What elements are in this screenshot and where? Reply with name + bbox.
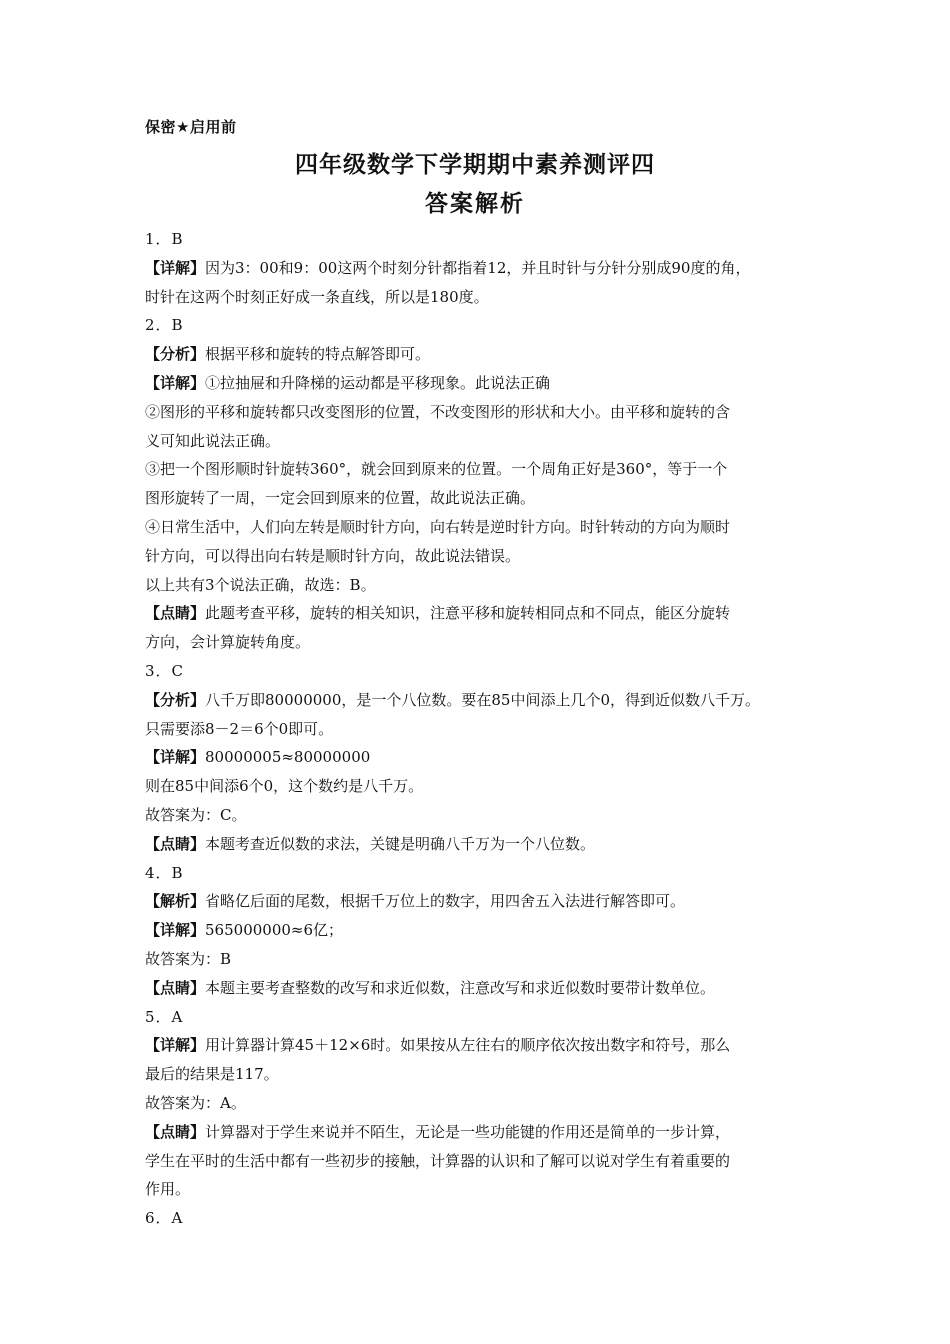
answer-line [145, 974, 825, 1003]
line-text: 故答案为：A。 [145, 1093, 246, 1112]
answer-line [145, 830, 825, 859]
answer-line [145, 1031, 825, 1060]
answer-line [145, 887, 825, 916]
section-tag: 【点睛】 [145, 604, 206, 623]
answer-line [145, 1060, 825, 1089]
answer-line [145, 283, 825, 312]
answer-line [145, 398, 825, 427]
answer-line [145, 715, 825, 744]
line-text: 计算器对于学生来说并不陌生，无论是一些功能键的作用还是简单的一步计算， [205, 1122, 731, 1141]
line-text: 故答案为：B [145, 949, 232, 968]
section-tag: 【点睛】 [145, 834, 206, 853]
line-text: 565000000≈6亿； [205, 921, 344, 940]
line-text: 80000005≈80000000 [205, 748, 371, 767]
line-text: 图形旋转了一周，一定会回到原来的位置，故此说法正确。 [145, 489, 536, 508]
line-text: ②图形的平移和旋转都只改变图形的位置，不改变图形的形状和大小。由平移和旋转的含 [145, 402, 731, 421]
question-number: 6．A [145, 1209, 184, 1228]
answer-line [145, 772, 825, 801]
document-subtitle: 答案解析 [425, 191, 525, 217]
answer-line [145, 340, 825, 369]
line-text: 方向，会计算旋转角度。 [145, 633, 311, 652]
section-tag: 【详解】 [145, 1036, 206, 1055]
section-tag: 【详解】 [145, 748, 206, 767]
line-text: 最后的结果是117。 [145, 1065, 279, 1084]
answer-line [145, 945, 825, 974]
answer-line [145, 628, 825, 657]
line-text: 则在85中间添6个0，这个数约是八千万。 [145, 777, 424, 796]
answer-line [145, 801, 825, 830]
line-text: ①拉抽屉和升降梯的运动都是平移现象。此说法正确 [205, 373, 551, 392]
answer-line [145, 916, 825, 945]
line-text: 只需要添8－2＝6个0即可。 [145, 719, 334, 738]
answer-line [145, 254, 825, 283]
line-text: 以上共有3个说法正确，故选：B。 [145, 575, 376, 594]
line-text: ④日常生活中，人们向左转是顺时针方向，向右转是逆时针方向。时针转动的方向为顺时 [145, 517, 731, 536]
line-text: 此题考查平移，旋转的相关知识，注意平移和旋转相同点和不同点，能区分旋转 [205, 604, 731, 623]
section-tag: 【分析】 [145, 345, 206, 364]
answer-line [145, 1118, 825, 1147]
answer-line [145, 455, 825, 484]
document-title: 四年级数学下学期期中素养测评四 [295, 152, 655, 178]
line-text: 根据平移和旋转的特点解答即可。 [205, 345, 431, 364]
answer-line [145, 599, 825, 628]
line-text: 八千万即80000000，是一个八位数。要在85中间添上几个0，得到近似数八千万。 [205, 690, 760, 709]
answer-line [145, 1147, 825, 1176]
line-text: 本题主要考查整数的改写和求近似数，注意改写和求近似数时要带计数单位。 [205, 978, 716, 997]
answer-line [145, 1175, 825, 1204]
question-number: 4．B [145, 863, 184, 882]
answer-line [145, 743, 825, 772]
line-text: ③把一个图形顺时针旋转360°，就会回到原来的位置。一个周角正好是360°，等于一个 [145, 460, 728, 479]
line-text: 因为3：00和9：00这两个时刻分针都指着12，并且时针与分针分别成90度的角， [205, 258, 751, 277]
question-number: 1．B [145, 230, 184, 248]
line-text: 故答案为：C。 [145, 805, 247, 824]
line-text: 省略亿后面的尾数，根据千万位上的数字，用四舍五入法进行解答即可。 [205, 892, 686, 911]
section-tag: 【点睛】 [145, 978, 206, 997]
answer-line [145, 484, 825, 513]
question-number: 3．C [145, 661, 185, 680]
section-tag: 【详解】 [145, 373, 206, 392]
line-text: 用计算器计算45＋12×6时。如果按从左往右的顺序依次按出数字和符号，那么 [205, 1036, 731, 1055]
line-text: 作用。 [145, 1180, 191, 1199]
answer-line [145, 571, 825, 600]
section-tag: 【分析】 [145, 690, 206, 709]
answer-content [145, 225, 825, 1233]
answer-line [145, 427, 825, 456]
answer-line [145, 1089, 825, 1118]
answer-line [145, 369, 825, 398]
line-text: 针方向，可以得出向右转是顺时针方向，故此说法错误。 [145, 546, 521, 565]
question-number: 5．A [145, 1007, 184, 1026]
question-number: 2．B [145, 316, 184, 335]
line-text: 学生在平时的生活中都有一些初步的接触，计算器的认识和了解可以说对学生有着重要的 [145, 1151, 731, 1170]
answer-line [145, 686, 825, 715]
answer-line [145, 513, 825, 542]
confidential-label: 保密★启用前 [145, 118, 237, 136]
answer-line [145, 542, 825, 571]
section-tag: 【点睛】 [145, 1122, 206, 1141]
line-text: 本题考查近似数的求法，关键是明确八千万为一个八位数。 [205, 834, 596, 853]
section-tag: 【详解】 [145, 921, 206, 940]
line-text: 义可知此说法正确。 [145, 431, 281, 450]
section-tag: 【解析】 [145, 892, 206, 911]
section-tag: 【详解】 [145, 258, 206, 277]
line-text: 时针在这两个时刻正好成一条直线，所以是180度。 [145, 287, 489, 306]
